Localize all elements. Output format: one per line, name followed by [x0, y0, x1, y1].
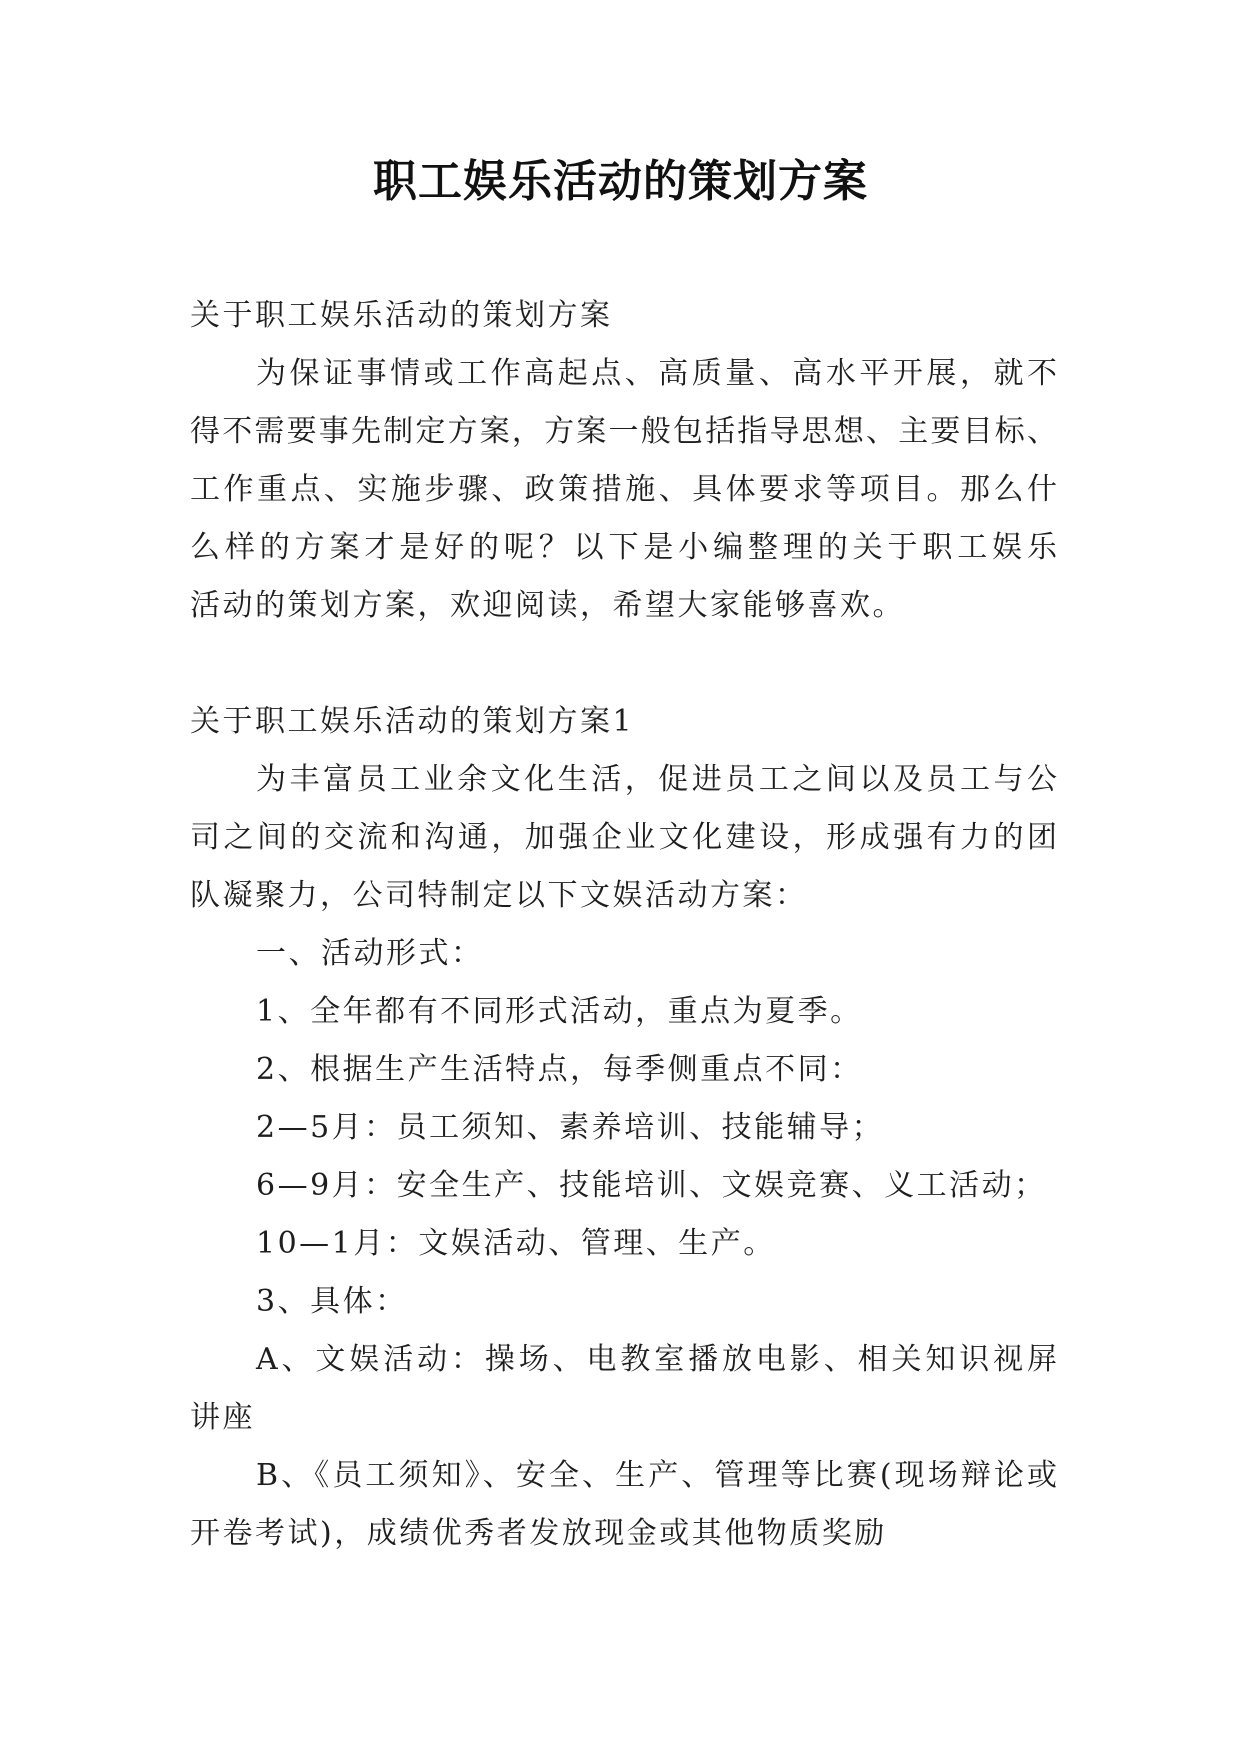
list-item: 3、具体： [256, 1284, 408, 1319]
paragraph-line: 为保证事情或工作高起点、高质量、高水平开展，就不 [256, 356, 1057, 391]
activity-b-paragraph [190, 1447, 1057, 1563]
season-item: 10—1月：文娱活动、管理、生产。 [256, 1226, 776, 1261]
list-item: 2、根据生产生活特点，每季侧重点不同： [256, 1052, 863, 1087]
intro-heading: 关于职工娱乐活动的策划方案 [190, 298, 613, 333]
paragraph-line: 工作重点、实施步骤、政策措施、具体要求等项目。那么什 [190, 472, 1057, 507]
paragraph-line: A、文娱活动：操场、电教室播放电影、相关知识视屏 [256, 1342, 1057, 1377]
section-heading: 关于职工娱乐活动的策划方案1 [190, 704, 635, 739]
paragraph-line: 司之间的交流和沟通，加强企业文化建设，形成强有力的团 [190, 820, 1057, 855]
paragraph-line: 么样的方案才是好的呢？以下是小编整理的关于职工娱乐 [190, 530, 1057, 565]
part-heading: 一、活动形式： [256, 936, 484, 971]
paragraph-line: 队凝聚力，公司特制定以下文娱活动方案： [190, 878, 808, 913]
blank-line [190, 635, 1057, 693]
paragraph-line: 得不需要事先制定方案，方案一般包括指导思想、主要目标、 [190, 414, 1057, 449]
document-title: 职工娱乐活动的策划方案 [373, 156, 868, 207]
season-item: 2—5月：员工须知、素养培训、技能辅导； [256, 1110, 885, 1145]
paragraph-line: B、《员工须知》、安全、生产、管理等比赛(现场辩论或 [256, 1458, 1057, 1493]
item-list [190, 983, 1057, 1099]
season-list [190, 1099, 1057, 1273]
paragraph-line: 活动的策划方案，欢迎阅读，希望大家能够喜欢。 [190, 588, 905, 623]
intro-paragraph [190, 345, 1057, 635]
list-item: 1、全年都有不同形式活动，重点为夏季。 [256, 994, 863, 1029]
document-body [190, 287, 1057, 1563]
paragraph-line: 讲座 [190, 1400, 255, 1435]
paragraph-line: 为丰富员工业余文化生活，促进员工之间以及员工与公 [256, 762, 1057, 797]
purpose-paragraph [190, 751, 1057, 925]
activity-a-paragraph [190, 1331, 1057, 1447]
paragraph-line: 开卷考试)，成绩优秀者发放现金或其他物质奖励 [190, 1516, 887, 1551]
season-item: 6—9月：安全生产、技能培训、文娱竞赛、义工活动； [256, 1168, 1047, 1203]
